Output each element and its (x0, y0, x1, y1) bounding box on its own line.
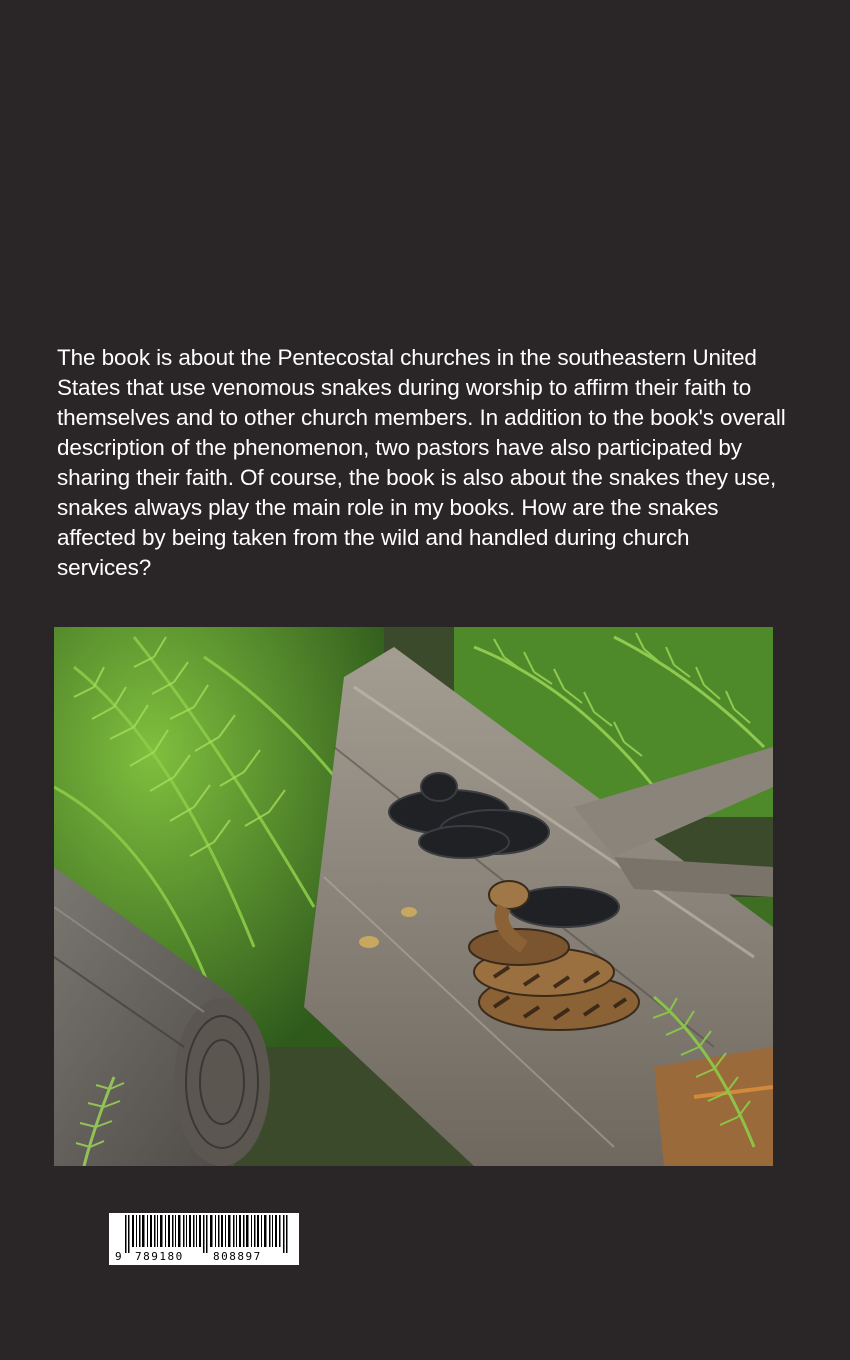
isbn-barcode (109, 1213, 299, 1265)
isbn-right-group: 808897 (213, 1250, 262, 1263)
cover-photo (54, 627, 773, 1166)
isbn-lead-digit: 9 (115, 1250, 122, 1263)
isbn-left-group: 789180 (135, 1250, 184, 1263)
barcode-bars (109, 1213, 299, 1253)
book-description: The book is about the Pentecostal churches in the southeastern United States that use venomous snakes during worship to affirm their faith to themselves and to other church members. In addition to the book's overall description of the phenomenon, two pastors have also participated by sharing their faith. Of course, the book is also about the snakes they use, snakes always play the main role in my books. How are the snakes affected by being taken from the wild and handled during church services? (57, 345, 786, 580)
